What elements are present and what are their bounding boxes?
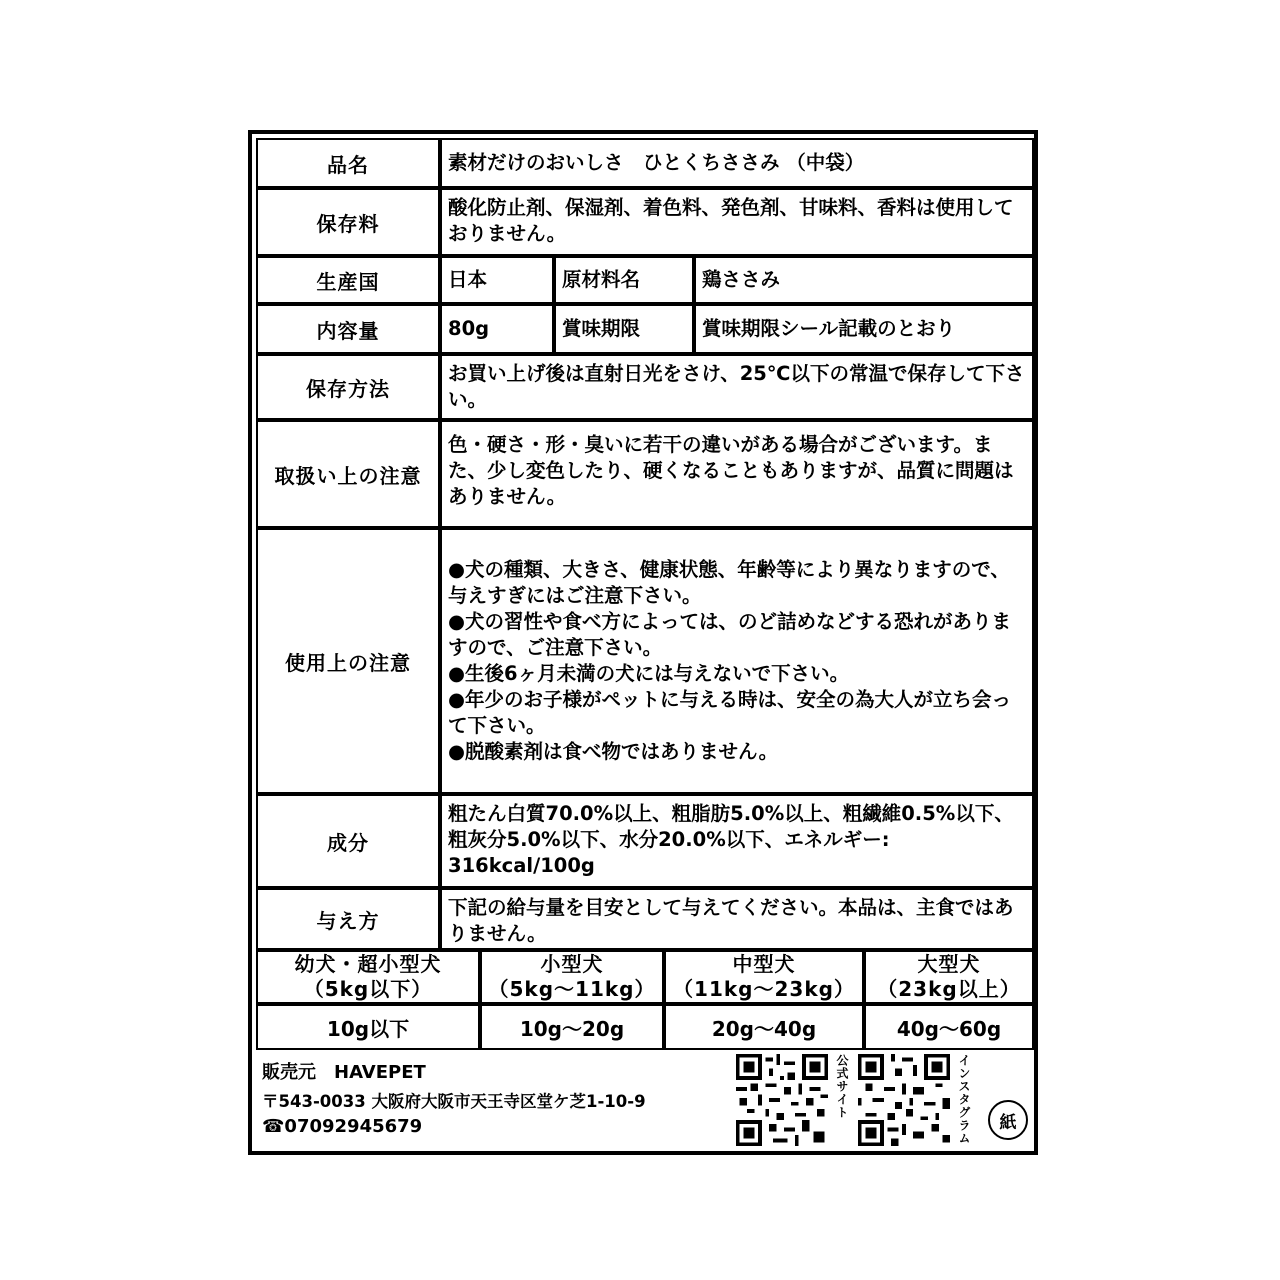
dog-weight: （11kg〜23kg） <box>673 977 855 1001</box>
instagram-qr-code[interactable] <box>858 1054 950 1146</box>
dog-size: 中型犬 <box>732 952 796 976</box>
feeding-amount: 40g〜60g <box>864 1004 1034 1050</box>
feeding-label: 与え方 <box>256 888 440 950</box>
paper-recycle-icon: 紙 <box>988 1100 1028 1140</box>
dog-weight: （23kg以上） <box>877 977 1021 1001</box>
seller-address: 〒543-0033 大阪府大阪市天王寺区堂ケ芝1-10-9 <box>262 1092 646 1111</box>
usage-label: 使用上の注意 <box>256 528 440 794</box>
handling-value: 色・硬さ・形・臭いに若干の違いがある場合がございます。また、少し変色したり、硬くなることもありますが、品質に問題はありません。 <box>440 420 1034 528</box>
dog-weight: （5kg以下） <box>303 977 433 1001</box>
storage-value: お買い上げ後は直射日光をさけ、25℃以下の常温で保存して下さい。 <box>440 354 1034 420</box>
official-site-qr-code[interactable] <box>736 1054 828 1146</box>
feeding-value: 下記の給与量を目安として与えてください。本品は、主食ではありません。 <box>440 888 1034 950</box>
expiry-label: 賞味期限 <box>554 304 694 354</box>
handling-label: 取扱い上の注意 <box>256 420 440 528</box>
usage-value <box>440 528 1034 794</box>
feeding-table-header-1 <box>480 950 664 1004</box>
raw-material-label: 原材料名 <box>554 256 694 304</box>
dog-size: 幼犬・超小型犬 <box>294 952 442 976</box>
dog-size: 大型犬 <box>917 952 981 976</box>
ingredients-value: 粗たん白質70.0%以上、粗脂肪5.0%以上、粗繊維0.5%以下、粗灰分5.0%以下、水分20.0%以下、エネルギー: 316kcal/100g <box>440 794 1034 888</box>
origin-value: 日本 <box>440 256 554 304</box>
feeding-table-header-3 <box>864 950 1034 1004</box>
expiry-value: 賞味期限シール記載のとおり <box>694 304 1034 354</box>
instagram-caption: インスタグラム <box>957 1054 971 1145</box>
content-label: 内容量 <box>256 304 440 354</box>
product-name-label: 品名 <box>256 138 440 188</box>
dog-size: 小型犬 <box>540 952 604 976</box>
feeding-table-header-2 <box>664 950 864 1004</box>
seller-phone: ☎07092945679 <box>262 1116 423 1137</box>
seller-name: 販売元 HAVEPET <box>262 1062 426 1083</box>
storage-label: 保存方法 <box>256 354 440 420</box>
raw-material-value: 鶏ささみ <box>694 256 1034 304</box>
origin-label: 生産国 <box>256 256 440 304</box>
feeding-amount: 20g〜40g <box>664 1004 864 1050</box>
product-label <box>248 130 1038 1155</box>
feeding-amount: 10g以下 <box>256 1004 480 1050</box>
dog-weight: （5kg〜11kg） <box>488 977 656 1001</box>
feeding-amount: 10g〜20g <box>480 1004 664 1050</box>
product-name-value: 素材だけのおいしさ ひとくちささみ （中袋） <box>440 138 1034 188</box>
official-site-caption: 公式サイト <box>835 1054 849 1119</box>
feeding-table-header-0 <box>256 950 480 1004</box>
usage-text: ●犬の種類、大きさ、健康状態、年齢等により異なりますので、与えすぎにはご注意下さい。 ●犬の習性や食べ方によっては、のど詰めなどする恐れがありますので、ご注意下さい。 ●生後6ヶ月未満の犬には与えないで下さい。 ●年少のお子様がペットに与える時は、安全の為大人が立ち会って下さい。 ●脱酸素剤は食べ物ではありません。 <box>448 558 1012 763</box>
ingredients-label: 成分 <box>256 794 440 888</box>
content-value: 80g <box>440 304 554 354</box>
seller-footer <box>256 1052 1034 1151</box>
preservatives-label: 保存料 <box>256 188 440 256</box>
preservatives-value: 酸化防止剤、保湿剤、着色料、発色剤、甘味料、香料は使用しておりません。 <box>440 188 1034 256</box>
